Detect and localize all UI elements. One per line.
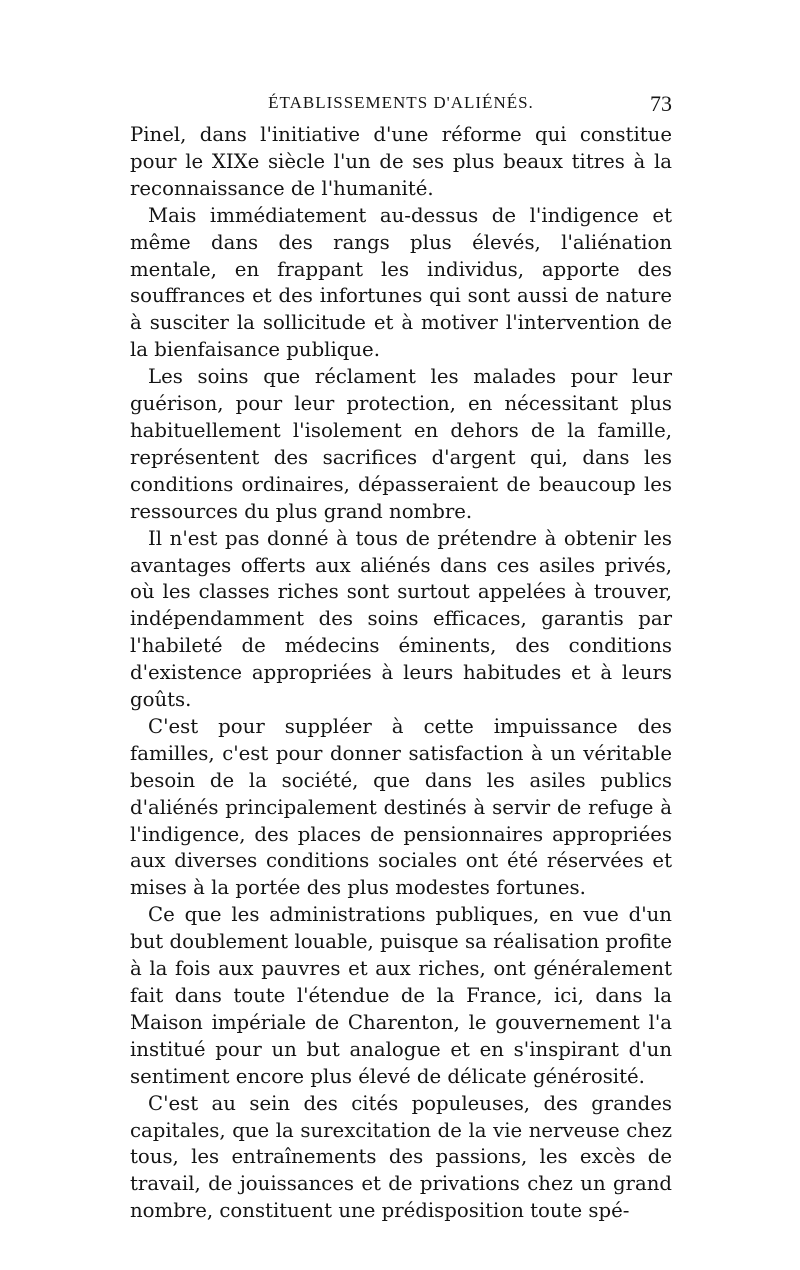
running-head <box>130 93 672 121</box>
paragraph-5: C'est pour suppléer à cette impuissance des familles, c'est pour donner satisfaction à un véritable besoin de la société, que dans les asiles publics d'aliénés principalement destinés à servir de refuge à l'indigence, des places de pensionnaires appropriées aux diverses conditions sociales ont été réservées et mises à la portée des plus modestes fortunes. <box>130 714 672 900</box>
page-number: 73 <box>650 91 672 116</box>
paragraph-3: Les soins que réclament les malades pour leur guérison, pour leur protection, en nécessitant plus habituellement l'isolement en dehors de la famille, représentent des sacrifices d'argent qui, dans les conditions ordinaires, dépasseraient de beaucoup les ressources du plus grand nombre. <box>130 365 672 523</box>
running-title: ÉTABLISSEMENTS D'ALIÉNÉS. <box>268 93 534 112</box>
paragraph-2: Mais immédiatement au-dessus de l'indigence et même dans des rangs plus élevés, l'aliénation mentale, en frappant les individus, apporte des souffrances et des infortunes qui sont aussi de nature à susciter la sollicitude et à motiver l'intervention de la bienfaisance publique. <box>130 203 672 362</box>
paragraph-4: Il n'est pas donné à tous de prétendre à obtenir les avantages offerts aux aliénés dans ces asiles privés, où les classes riches sont surtout appelées à trouver, indépendamment des soins efficaces, garantis par l'habileté de médecins éminents, des conditions d'existence appropriées à leurs habitudes et à leurs goûts. <box>130 526 672 712</box>
paragraph-1: Pinel, dans l'initiative d'une réforme qui constitue pour le XIXe siècle l'un de ses plus beaux titres à la reconnaissance de l'humanité. <box>130 123 672 200</box>
paragraph-6: Ce que les administrations publiques, en vue d'un but doublement louable, puisque sa réalisation profite à la fois aux pauvres et aux riches, ont généralement fait dans toute l'étendue de la France, ici, dans la Maison impériale de Charenton, le gouvernement l'a institué pour un but analogue et en s'inspirant d'un sentiment encore plus élevé de délicate générosité. <box>130 903 672 1088</box>
paragraph-7: C'est au sein des cités populeuses, des grandes capitales, que la surexcitation de la vie nerveuse chez tous, les entraînements des passions, les excès de travail, de jouissances et de privations chez un grand nombre, constituent une prédisposition toute spé- <box>130 1091 672 1223</box>
body-text <box>130 122 672 1225</box>
